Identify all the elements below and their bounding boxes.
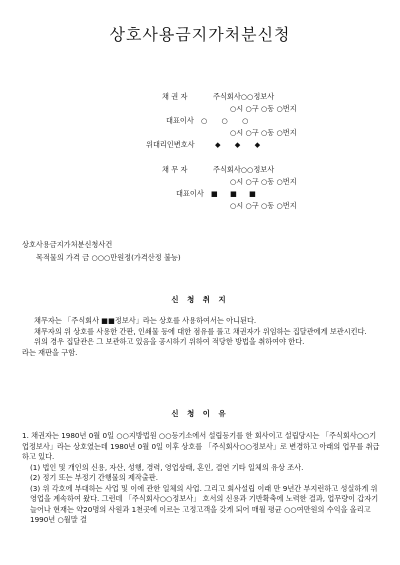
creditor-representative-name: ○ ○ ○ — [201, 116, 255, 125]
attorney-label: 위대리인변호사 — [146, 140, 195, 149]
debtor-representative-name: ■ ■ ■ — [211, 189, 261, 198]
case-name: 상호사용금지가처분신청사건 — [22, 240, 113, 249]
purpose-body — [22, 316, 382, 358]
reasons-heading: 신 청 이 유 — [171, 409, 229, 418]
creditor-address: ○시 ○구 ○동 ○번지 — [230, 104, 297, 113]
purpose-line-4: 라는 재판을 구함. — [22, 347, 78, 357]
creditor-name: 주식회사○○정보사 — [213, 92, 275, 101]
reasons-body — [22, 431, 382, 526]
attorney-name: ◆ ◆ ◆ — [215, 140, 267, 149]
purpose-line-1: 채무자는 「주식회사 ■■정보사」라는 상호를 사용하여서는 아니된다. — [34, 316, 257, 325]
reason-item-2: (2) 정기 또는 부정기 간행물의 제작출판. — [30, 473, 159, 482]
debtor-name: 주식회사○○정보사 — [213, 165, 275, 174]
debtor-representative-address: ○시 ○구 ○동 ○번지 — [230, 201, 297, 210]
creditor-representative-address: ○시 ○구 ○동 ○번지 — [230, 128, 297, 137]
purpose-line-2: 채무자의 위 상호를 사용한 간판, 인쇄물 등에 대한 점유를 풀고 채권자가 위임하는 집달관에게 보관시킨다. — [34, 326, 367, 336]
reason-item-3: (3) 위 각호에 부대하는 사업 및 이에 관한 일체의 사업. 그리고 회사설립 이래 만 9년간 부지런하고 성실하게 위 영업을 계속하여 왔다. 그런데 「주식회사○○정보사」 호서의 신용과 기반확축에 노력한 결과, 업무량이 갑자기 늘어나 현재는 약20명의 사원과 1천곳에 이르는 고정고객을 갖게 되어 매월 평균 ○○여만원의 수익을 올리고 1990년 ○월말 결 — [30, 483, 379, 524]
debtor-representative-label: 대표이사 — [176, 189, 204, 198]
object-value: 목적물의 가격 금 ○○○만원정(가격산정 불능) — [36, 253, 181, 262]
creditor-label: 채 권 자 — [162, 92, 188, 101]
purpose-line-3: 위의 경우 집달관은 그 보관하고 있음을 공시하기 위하여 적당한 방법을 취하여야 한다. — [34, 337, 305, 346]
document-title: 상호사용금지가처분신청 — [109, 25, 291, 44]
creditor-representative-label: 대표이사 — [166, 116, 194, 125]
reason-item-1: (1) 법인 및 개인의 신용, 자산, 성행, 경력, 영업상태, 혼인, 결연 기타 일체의 유상 조사. — [30, 462, 304, 472]
debtor-label: 채 무 자 — [162, 165, 188, 174]
purpose-heading: 신 청 취 지 — [171, 295, 229, 304]
reason-paragraph-1: 1. 채권자는 1980년 0월 0일 ○○지방법원 ○○등기소에서 설립등기를 한 회사이고 설립당시는 「주식회사○○기업정보사」라는 상호였는데 1980년 0월 0일 이후 상호를 「주식회사○○정보사」로 변경하고 아래의 업무를 취급하고 있다. — [22, 431, 380, 461]
debtor-address: ○시 ○구 ○동 ○번지 — [230, 177, 297, 186]
